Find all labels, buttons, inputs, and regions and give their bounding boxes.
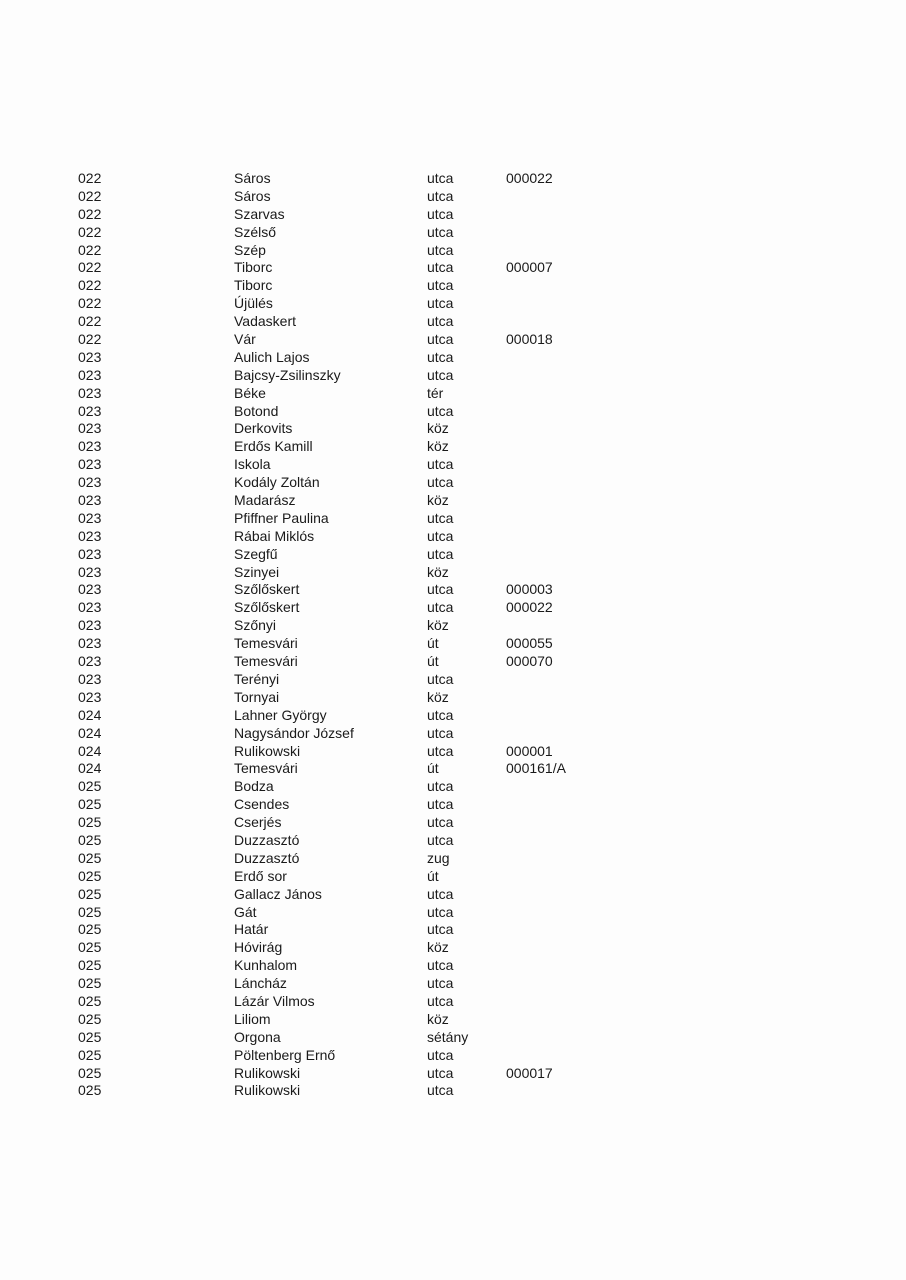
house-number-cell: 000017	[506, 1064, 553, 1081]
table-row	[78, 170, 678, 188]
table-row	[78, 474, 678, 492]
district-code-cell: 023	[78, 635, 102, 652]
house-number-cell: 000161/A	[506, 760, 566, 777]
street-name-cell: Sáros	[234, 187, 271, 204]
table-row	[78, 385, 678, 403]
table-row	[78, 492, 678, 510]
table-row	[78, 188, 678, 206]
table-row	[78, 1082, 678, 1100]
table-row	[78, 743, 678, 761]
house-number-cell: 000007	[506, 259, 553, 276]
district-code-cell: 022	[78, 313, 102, 330]
table-row	[78, 832, 678, 850]
district-code-cell: 025	[78, 778, 102, 795]
table-row	[78, 1011, 678, 1029]
table-row	[78, 259, 678, 277]
street-name-cell: Rábai Miklós	[234, 527, 315, 544]
district-code-cell: 023	[78, 438, 102, 455]
street-name-cell: Béke	[234, 384, 266, 401]
house-number-cell: 000055	[506, 635, 553, 652]
district-code-cell: 022	[78, 241, 102, 258]
street-name-cell: Erdős Kamill	[234, 438, 313, 455]
table-row	[78, 689, 678, 707]
street-name-cell: Szőlőskert	[234, 581, 300, 598]
district-code-cell: 023	[78, 670, 102, 687]
street-name-cell: Rulikowski	[234, 742, 301, 759]
street-type-cell: utca	[427, 348, 454, 365]
street-name-cell: Szélső	[234, 223, 277, 240]
street-name-cell: Temesvári	[234, 760, 298, 777]
street-name-cell: Madarász	[234, 492, 296, 509]
district-code-cell: 025	[78, 939, 102, 956]
street-name-cell: Rulikowski	[234, 1082, 301, 1099]
district-code-cell: 023	[78, 509, 102, 526]
district-code-cell: 023	[78, 348, 102, 365]
street-name-cell: Szőlőskert	[234, 599, 300, 616]
table-row	[78, 653, 678, 671]
table-row	[78, 617, 678, 635]
street-name-cell: Erdő sor	[234, 867, 287, 884]
table-row	[78, 349, 678, 367]
street-type-cell: utca	[427, 778, 454, 795]
district-code-cell: 023	[78, 366, 102, 383]
table-row	[78, 671, 678, 689]
street-type-cell: utca	[427, 241, 454, 258]
table-row	[78, 796, 678, 814]
street-name-cell: Szarvas	[234, 205, 285, 222]
street-name-cell: Nagysándor József	[234, 724, 354, 741]
street-name-cell: Duzzasztó	[234, 831, 300, 848]
house-number-cell: 000022	[506, 599, 553, 616]
street-type-cell: utca	[427, 331, 454, 348]
street-type-cell: utca	[427, 456, 454, 473]
street-type-cell: utca	[427, 170, 454, 186]
table-row	[78, 367, 678, 385]
street-type-cell: zug	[427, 849, 450, 866]
district-code-cell: 023	[78, 599, 102, 616]
district-code-cell: 023	[78, 617, 102, 634]
street-type-cell: utca	[427, 885, 454, 902]
district-code-cell: 025	[78, 1010, 102, 1027]
table-row	[78, 778, 678, 796]
street-type-cell: utca	[427, 295, 454, 312]
street-type-cell: utca	[427, 1046, 454, 1063]
district-code-cell: 023	[78, 653, 102, 670]
street-name-cell: Temesvári	[234, 635, 298, 652]
district-code-cell: 025	[78, 957, 102, 974]
street-type-cell: utca	[427, 599, 454, 616]
street-type-cell: utca	[427, 545, 454, 562]
street-name-cell: Csendes	[234, 796, 290, 813]
table-row	[78, 904, 678, 922]
street-type-cell: utca	[427, 992, 454, 1009]
address-table	[78, 170, 678, 1100]
street-name-cell: Kunhalom	[234, 957, 298, 974]
district-code-cell: 025	[78, 1082, 102, 1099]
street-type-cell: út	[427, 635, 439, 652]
street-name-cell: Pfiffner Paulina	[234, 509, 329, 526]
street-type-cell: utca	[427, 724, 454, 741]
district-code-cell: 023	[78, 402, 102, 419]
street-type-cell: köz	[427, 492, 449, 509]
table-row	[78, 224, 678, 242]
district-code-cell: 022	[78, 331, 102, 348]
district-code-cell: 025	[78, 903, 102, 920]
table-row	[78, 420, 678, 438]
table-row	[78, 850, 678, 868]
street-type-cell: utca	[427, 742, 454, 759]
table-row	[78, 242, 678, 260]
district-code-cell: 025	[78, 885, 102, 902]
street-type-cell: út	[427, 867, 439, 884]
table-row	[78, 921, 678, 939]
district-code-cell: 023	[78, 545, 102, 562]
table-row	[78, 313, 678, 331]
street-type-cell: utca	[427, 402, 454, 419]
district-code-cell: 023	[78, 563, 102, 580]
district-code-cell: 023	[78, 527, 102, 544]
street-name-cell: Rulikowski	[234, 1064, 301, 1081]
street-name-cell: Pöltenberg Ernő	[234, 1046, 336, 1063]
table-row	[78, 546, 678, 564]
street-name-cell: Temesvári	[234, 653, 298, 670]
street-name-cell: Duzzasztó	[234, 849, 300, 866]
table-row	[78, 599, 678, 617]
street-type-cell: utca	[427, 1082, 454, 1099]
district-code-cell: 024	[78, 742, 102, 759]
street-name-cell: Terényi	[234, 670, 280, 687]
street-name-cell: Vár	[234, 331, 256, 348]
table-row	[78, 814, 678, 832]
street-name-cell: Tiborc	[234, 259, 273, 276]
street-type-cell: utca	[427, 223, 454, 240]
street-name-cell: Bajcsy-Zsilinszky	[234, 366, 341, 383]
street-type-cell: köz	[427, 420, 449, 437]
district-code-cell: 025	[78, 975, 102, 992]
street-type-cell: utca	[427, 975, 454, 992]
table-row	[78, 760, 678, 778]
district-code-cell: 022	[78, 205, 102, 222]
street-type-cell: utca	[427, 670, 454, 687]
street-type-cell: köz	[427, 1010, 449, 1027]
district-code-cell: 022	[78, 295, 102, 312]
table-row	[78, 295, 678, 313]
street-name-cell: Tornyai	[234, 688, 280, 705]
district-code-cell: 022	[78, 170, 102, 186]
district-code-cell: 025	[78, 796, 102, 813]
street-type-cell: utca	[427, 205, 454, 222]
district-code-cell: 023	[78, 384, 102, 401]
street-name-cell: Láncház	[234, 975, 287, 992]
street-type-cell: út	[427, 653, 439, 670]
street-type-cell: köz	[427, 438, 449, 455]
house-number-cell: 000003	[506, 581, 553, 598]
street-type-cell: utca	[427, 814, 454, 831]
street-type-cell: utca	[427, 903, 454, 920]
street-name-cell: Botond	[234, 402, 279, 419]
district-code-cell: 023	[78, 420, 102, 437]
house-number-cell: 000022	[506, 170, 553, 186]
street-type-cell: tér	[427, 384, 444, 401]
table-row	[78, 975, 678, 993]
table-row	[78, 993, 678, 1011]
street-type-cell: utca	[427, 706, 454, 723]
street-type-cell: köz	[427, 563, 449, 580]
street-type-cell: utca	[427, 796, 454, 813]
street-name-cell: Szinyei	[234, 563, 280, 580]
street-name-cell: Iskola	[234, 456, 271, 473]
street-name-cell: Sáros	[234, 170, 271, 186]
street-type-cell: utca	[427, 313, 454, 330]
district-code-cell: 025	[78, 992, 102, 1009]
table-row	[78, 707, 678, 725]
house-number-cell: 000001	[506, 742, 553, 759]
street-type-cell: sétány	[427, 1028, 469, 1045]
street-name-cell: Liliom	[234, 1010, 271, 1027]
street-name-cell: Szép	[234, 241, 266, 258]
table-row	[78, 438, 678, 456]
district-code-cell: 024	[78, 760, 102, 777]
table-row	[78, 1029, 678, 1047]
table-row	[78, 725, 678, 743]
street-type-cell: út	[427, 760, 439, 777]
district-code-cell: 023	[78, 688, 102, 705]
street-name-cell: Hóvirág	[234, 939, 283, 956]
table-row	[78, 277, 678, 295]
street-name-cell: Szegfű	[234, 545, 278, 562]
street-name-cell: Aulich Lajos	[234, 348, 310, 365]
district-code-cell: 025	[78, 1046, 102, 1063]
table-row	[78, 528, 678, 546]
table-row	[78, 1047, 678, 1065]
street-name-cell: Bodza	[234, 778, 274, 795]
table-row	[78, 510, 678, 528]
street-name-cell: Szőnyi	[234, 617, 277, 634]
street-name-cell: Cserjés	[234, 814, 282, 831]
street-type-cell: utca	[427, 187, 454, 204]
street-name-cell: Újülés	[234, 295, 273, 312]
table-row	[78, 1065, 678, 1083]
district-code-cell: 024	[78, 724, 102, 741]
table-row	[78, 939, 678, 957]
table-row	[78, 456, 678, 474]
street-type-cell: utca	[427, 921, 454, 938]
street-type-cell: utca	[427, 366, 454, 383]
street-type-cell: köz	[427, 939, 449, 956]
street-name-cell: Vadaskert	[234, 313, 296, 330]
district-code-cell: 025	[78, 814, 102, 831]
street-name-cell: Derkovits	[234, 420, 293, 437]
district-code-cell: 025	[78, 1064, 102, 1081]
street-type-cell: utca	[427, 527, 454, 544]
house-number-cell: 000018	[506, 331, 553, 348]
street-name-cell: Gát	[234, 903, 257, 920]
street-type-cell: utca	[427, 581, 454, 598]
street-name-cell: Lahner György	[234, 706, 327, 723]
district-code-cell: 025	[78, 921, 102, 938]
district-code-cell: 022	[78, 259, 102, 276]
street-type-cell: utca	[427, 509, 454, 526]
street-name-cell: Kodály Zoltán	[234, 474, 320, 491]
district-code-cell: 022	[78, 187, 102, 204]
district-code-cell: 024	[78, 706, 102, 723]
table-row	[78, 886, 678, 904]
district-code-cell: 023	[78, 581, 102, 598]
district-code-cell: 023	[78, 474, 102, 491]
street-type-cell: utca	[427, 1064, 454, 1081]
district-code-cell: 023	[78, 456, 102, 473]
street-type-cell: utca	[427, 259, 454, 276]
district-code-cell: 022	[78, 223, 102, 240]
district-code-cell: 025	[78, 1028, 102, 1045]
table-row	[78, 635, 678, 653]
table-row	[78, 868, 678, 886]
house-number-cell: 000070	[506, 653, 553, 670]
street-type-cell: köz	[427, 688, 449, 705]
table-row	[78, 331, 678, 349]
street-name-cell: Gallacz János	[234, 885, 322, 902]
street-name-cell: Tiborc	[234, 277, 273, 294]
district-code-cell: 025	[78, 867, 102, 884]
street-name-cell: Lázár Vilmos	[234, 992, 315, 1009]
district-code-cell: 025	[78, 849, 102, 866]
table-row	[78, 206, 678, 224]
street-name-cell: Orgona	[234, 1028, 281, 1045]
district-code-cell: 022	[78, 277, 102, 294]
street-type-cell: utca	[427, 277, 454, 294]
street-type-cell: köz	[427, 617, 449, 634]
district-code-cell: 023	[78, 492, 102, 509]
street-type-cell: utca	[427, 957, 454, 974]
table-row	[78, 957, 678, 975]
street-type-cell: utca	[427, 831, 454, 848]
table-row	[78, 403, 678, 421]
street-type-cell: utca	[427, 474, 454, 491]
table-row	[78, 581, 678, 599]
street-name-cell: Határ	[234, 921, 269, 938]
district-code-cell: 025	[78, 831, 102, 848]
table-row	[78, 564, 678, 582]
